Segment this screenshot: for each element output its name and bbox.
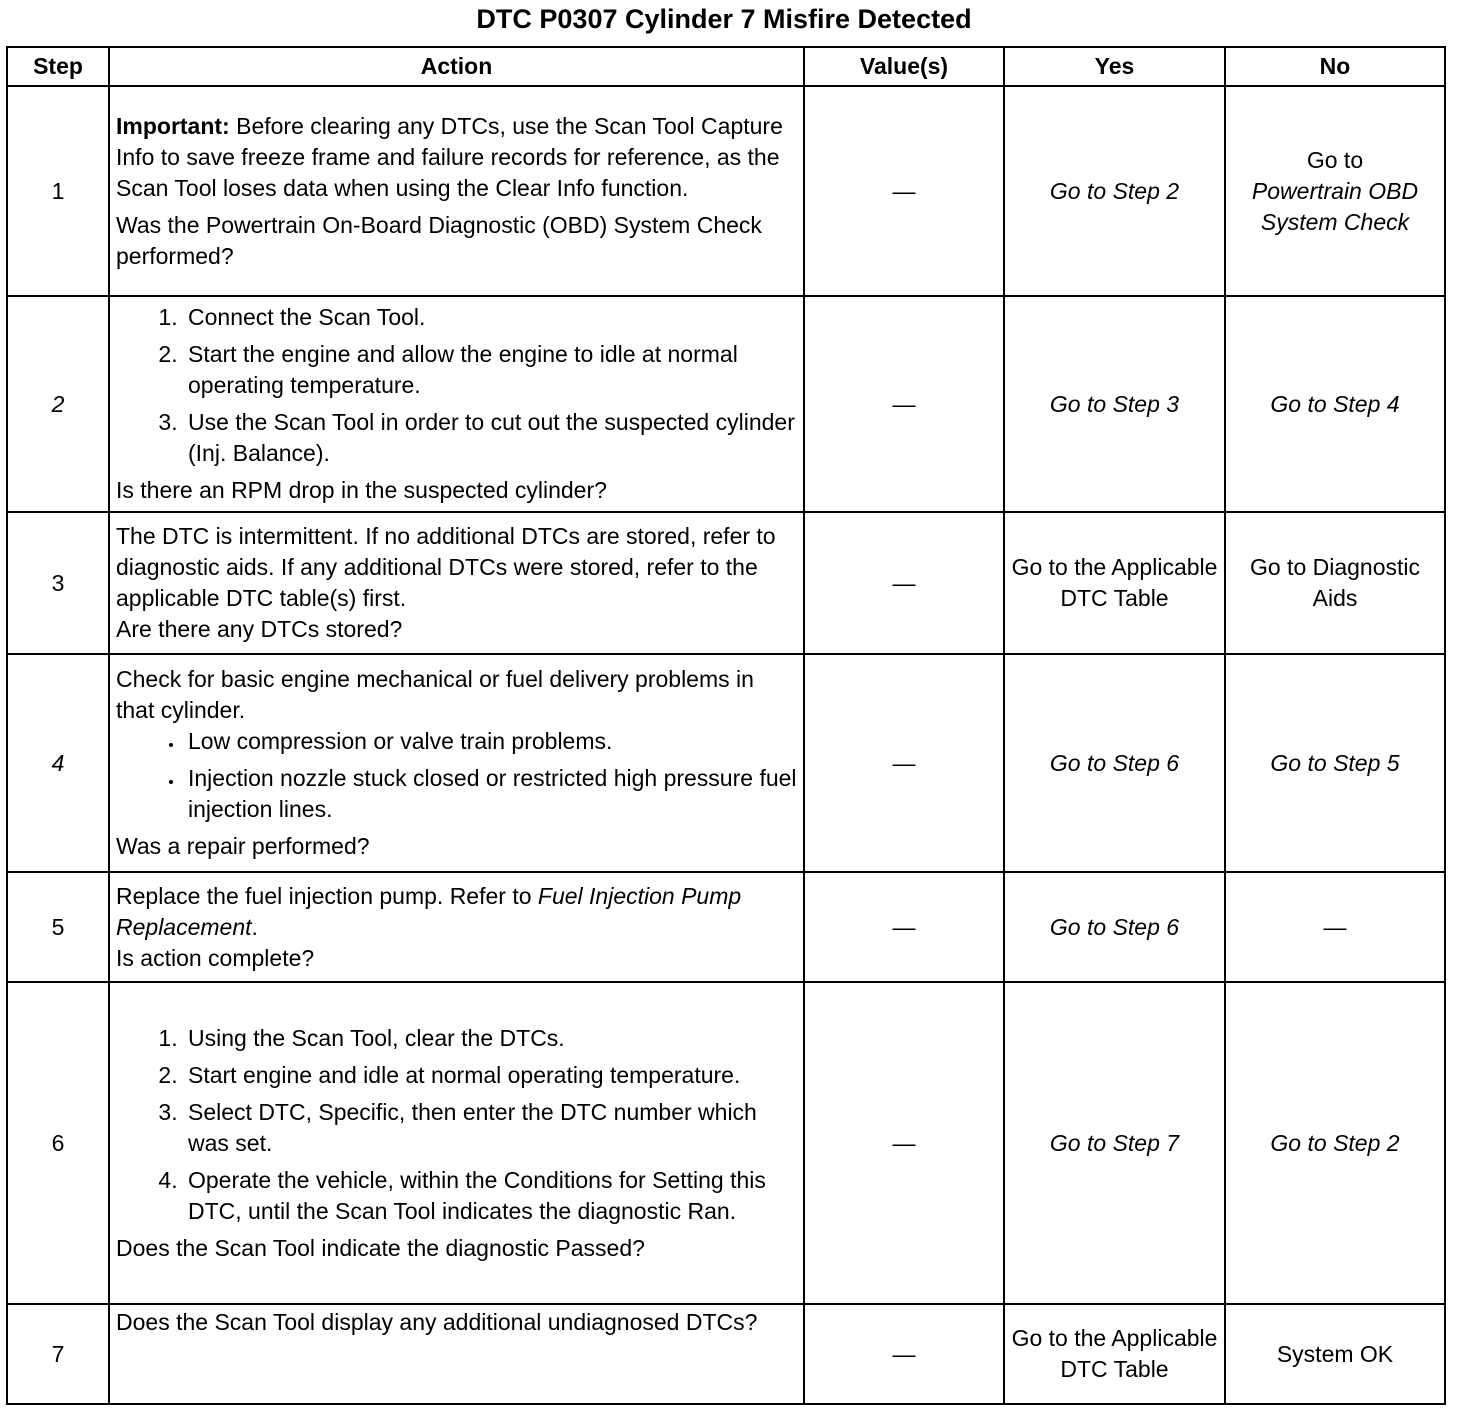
list-item: • Low compression or valve train problems. xyxy=(184,726,797,757)
question-text: Is there an RPM drop in the suspected cylinder? xyxy=(116,477,607,503)
yes-cell: Go to Step 2 xyxy=(1004,86,1225,296)
action-list xyxy=(116,1023,797,1227)
list-item: 1. Connect the Scan Tool. xyxy=(184,302,797,333)
table-row-step-2 xyxy=(7,296,1445,512)
step-number: 4 xyxy=(7,654,109,872)
table-row-step-5 xyxy=(7,872,1445,982)
step-number: 3 xyxy=(7,512,109,654)
no-cell: Go to Step 4 xyxy=(1225,296,1445,512)
step-number: 7 xyxy=(7,1304,109,1404)
table-header-row xyxy=(7,47,1445,86)
value-cell: — xyxy=(804,982,1004,1304)
action-cell xyxy=(109,1304,804,1404)
yes-cell: Go to the Applicable DTC Table xyxy=(1004,512,1225,654)
yes-cell: Go to Step 7 xyxy=(1004,982,1225,1304)
step-number: 2 xyxy=(7,296,109,512)
yes-cell: Go to Step 6 xyxy=(1004,872,1225,982)
table-row-step-4 xyxy=(7,654,1445,872)
value-cell: — xyxy=(804,296,1004,512)
question-text: Does the Scan Tool indicate the diagnostic Passed? xyxy=(116,1234,645,1261)
value-cell: — xyxy=(804,86,1004,296)
table-row-step-1 xyxy=(7,86,1445,296)
no-prefix: Go to xyxy=(1306,146,1364,173)
value-cell: — xyxy=(804,654,1004,872)
action-text-suffix: . xyxy=(251,913,258,940)
question-text: Are there any DTCs stored? xyxy=(116,616,403,642)
diagnostic-table xyxy=(6,46,1446,1405)
step-number: 6 xyxy=(7,982,109,1304)
action-cell xyxy=(109,296,804,512)
action-cell xyxy=(109,86,804,296)
yes-cell: Go to Step 3 xyxy=(1004,296,1225,512)
step-number: 5 xyxy=(7,872,109,982)
action-text-link: Fuel Injection Pump Replacement xyxy=(116,882,742,940)
yes-cell: Go to Step 6 xyxy=(1004,654,1225,872)
yes-cell: Go to the Applicable DTC Table xyxy=(1004,1304,1225,1404)
no-cell: Go to Step 5 xyxy=(1225,654,1445,872)
no-link: Powertrain OBD System Check xyxy=(1251,177,1419,235)
value-cell: — xyxy=(804,1304,1004,1404)
step-number: 1 xyxy=(7,86,109,296)
no-cell: System OK xyxy=(1225,1304,1445,1404)
question-text: Does the Scan Tool display any additional undiagnosed DTCs? xyxy=(116,1309,758,1335)
page-title: DTC P0307 Cylinder 7 Misfire Detected xyxy=(476,4,972,34)
question-text: Is action complete? xyxy=(116,944,315,971)
table-row-step-6 xyxy=(7,982,1445,1304)
action-text: The DTC is intermittent. If no additional DTCs are stored, refer to diagnostic aids. If any additional DTCs were stored, refer to the applicable DTC table(s) first. xyxy=(116,523,776,611)
list-item: 1. Using the Scan Tool, clear the DTCs. xyxy=(184,1023,797,1054)
value-cell: — xyxy=(804,512,1004,654)
header-yes: Yes xyxy=(1004,47,1225,86)
list-item: 2. Start engine and idle at normal operating temperature. xyxy=(184,1060,797,1091)
list-item: 4. Operate the vehicle, within the Conditions for Setting this DTC, until the Scan Tool indicates the diagnostic Ran. xyxy=(184,1165,797,1227)
header-step: Step xyxy=(7,47,109,86)
action-text xyxy=(116,881,797,943)
list-item: 2. Start the engine and allow the engine to idle at normal operating temperature. xyxy=(184,339,797,401)
action-text: Check for basic engine mechanical or fuel delivery problems in that cylinder. xyxy=(116,666,754,723)
important-note xyxy=(116,111,797,204)
important-text: Before clearing any DTCs, use the Scan Tool Capture Info to save freeze frame and failure records for reference, as the Scan Tool loses data when using the Clear Info function. xyxy=(116,112,783,201)
action-list xyxy=(116,302,797,469)
important-label: Important: xyxy=(116,112,230,139)
action-cell xyxy=(109,654,804,872)
no-cell: Go to Step 2 xyxy=(1225,982,1445,1304)
list-item: 3. Select DTC, Specific, then enter the DTC number which was set. xyxy=(184,1097,797,1159)
action-cell xyxy=(109,982,804,1304)
action-cell xyxy=(109,872,804,982)
header-values: Value(s) xyxy=(804,47,1004,86)
list-item: 3. Use the Scan Tool in order to cut out the suspected cylinder (Inj. Balance). xyxy=(184,407,797,469)
value-cell: — xyxy=(804,872,1004,982)
action-text-prefix: Replace the fuel injection pump. Refer to xyxy=(116,882,538,909)
header-no: No xyxy=(1225,47,1445,86)
question-text: Was the Powertrain On-Board Diagnostic (OBD) System Check performed? xyxy=(116,211,762,269)
table-row-step-7 xyxy=(7,1304,1445,1404)
no-cell xyxy=(1225,86,1445,296)
action-cell xyxy=(109,512,804,654)
question-text: Was a repair performed? xyxy=(116,833,370,859)
no-cell: — xyxy=(1225,872,1445,982)
header-action: Action xyxy=(109,47,804,86)
bullet-list xyxy=(116,726,797,825)
list-item: • Injection nozzle stuck closed or restricted high pressure fuel injection lines. xyxy=(184,763,797,825)
table-row-step-3 xyxy=(7,512,1445,654)
no-cell: Go to Diagnostic Aids xyxy=(1225,512,1445,654)
